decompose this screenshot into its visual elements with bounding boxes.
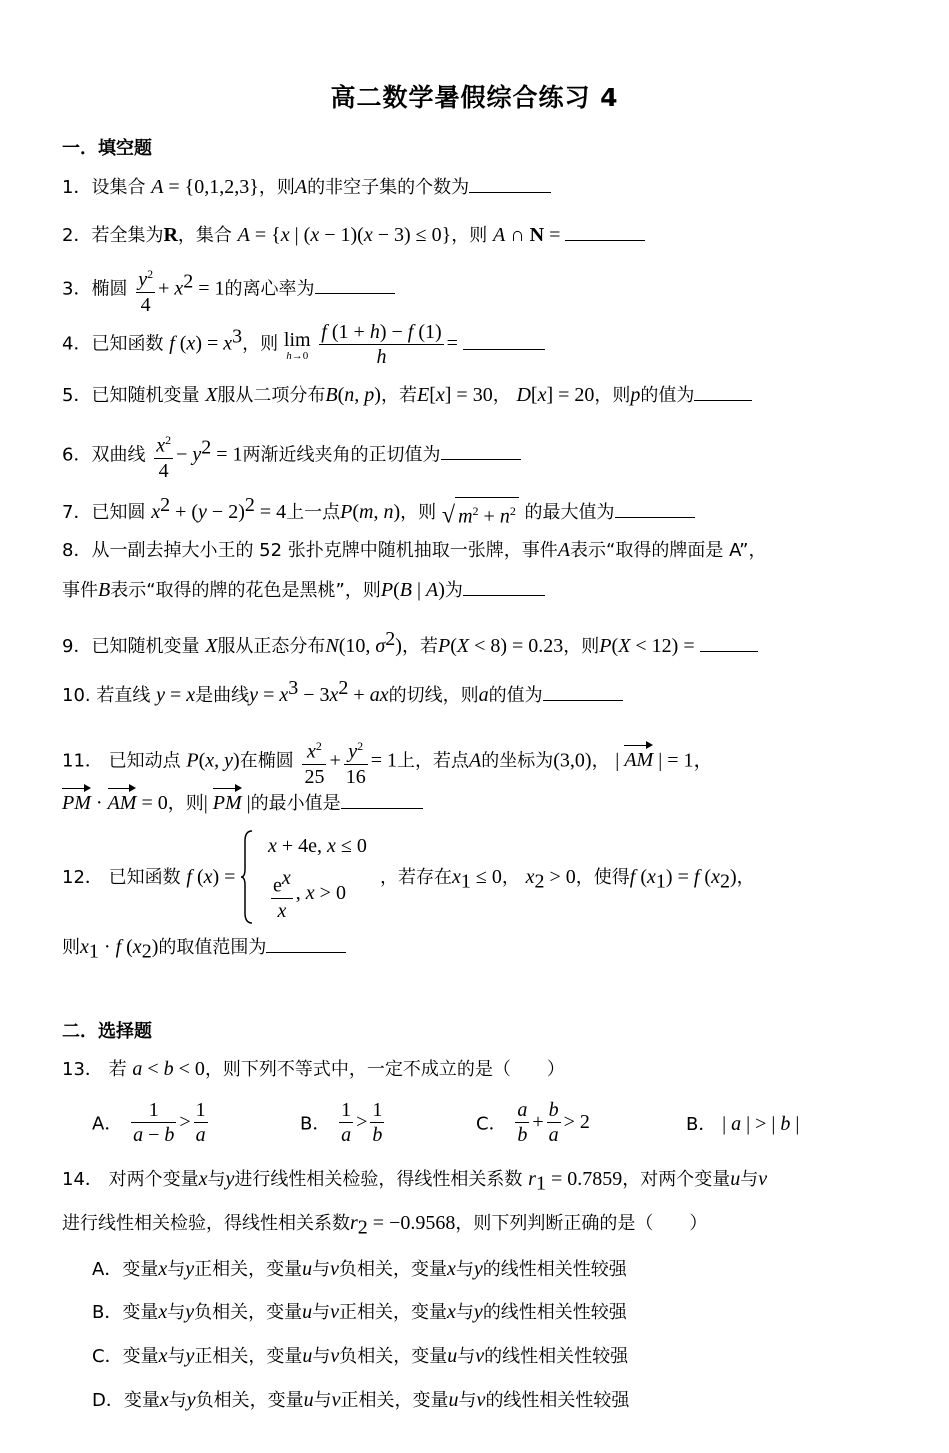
question-2: 2．若全集为R，集合 A = {x | (x − 1)(x − 3) ≤ 0}，则 A ∩ N = bbox=[62, 222, 645, 249]
answer-blank[interactable] bbox=[694, 382, 752, 401]
question-4: 4．已知函数 f $(x) = x^3$，则 lim h→0 $\frac{f (1 + h) - f (1)}{h}$ = bbox=[62, 320, 545, 369]
question-9: 9．已知随机变量 X服从正态分布N(10, $\sigma^2$)，若P(X < 8) = 0.23，则P(X < 12) = bbox=[62, 626, 758, 660]
question-12-cont: 则$x_1 \cdot f$ $(x_2)$的取值范围为 bbox=[62, 934, 346, 965]
question-5: 5．已知随机变量 X服从二项分布B(n, p)，若E[x] = 30， D[x] = 20，则p的值为 bbox=[62, 382, 752, 409]
answer-blank[interactable] bbox=[615, 499, 695, 518]
question-6: 6．双曲线 $\frac{x^2}{4}$ − $y^2 = 1$两渐近线夹角的正切值为 bbox=[62, 428, 521, 483]
piecewise-function bbox=[240, 865, 256, 891]
piece-2: $\frac{e^x}{x}$ , x > 0 bbox=[273, 867, 346, 922]
answer-blank[interactable] bbox=[700, 633, 758, 652]
answer-blank[interactable] bbox=[341, 790, 423, 809]
option-c[interactable]: C． $\frac{a}{b}$ + $\frac{b}{a}$ > 2 bbox=[476, 1099, 590, 1146]
answer-blank[interactable] bbox=[469, 174, 551, 193]
answer-blank[interactable] bbox=[463, 331, 545, 350]
question-12: 12． 已知函数 f (x) = bbox=[62, 864, 256, 891]
answer-blank[interactable] bbox=[315, 275, 395, 294]
question-10: 10. 若直线 y = x是曲线$y = x^3 - 3x^2$ + ax的切线，则a的值为 bbox=[62, 675, 623, 709]
q14-option-c[interactable]: C．变量x与y正相关，变量u与v负相关，变量u与v的线性相关性较强 bbox=[92, 1345, 629, 1367]
page-title: 高二数学暑假综合练习 4 bbox=[330, 83, 619, 112]
question-11: 11． 已知动点 P(x, y)在椭圆 $\frac{x^2}{25}$ + $\frac{y^2}{16}$ = 1上，若点A的坐标为(3,0)， | AM | = 1， bbox=[62, 734, 714, 789]
question-7: 7．已知圆 $x^2 + (y - 2)^2 = 4$上一点P(m, n)，则 √ $m^2 + n^2$ 的最大值为 bbox=[62, 492, 695, 529]
answer-blank[interactable] bbox=[565, 222, 645, 241]
answer-blank[interactable] bbox=[463, 577, 545, 596]
question-12-cond: ，若存在$x_1 \le 0$， $x_2 > 0$，使得f $(x_1) = f$ $(x_2)$， bbox=[380, 866, 755, 893]
question-13: 13． 若 a < b < 0，则下列不等式中，一定不成立的是（ ） bbox=[62, 1058, 565, 1080]
answer-blank[interactable] bbox=[441, 441, 521, 460]
piece-1: x + 4e, x ≤ 0 bbox=[268, 835, 367, 857]
answer-blank[interactable] bbox=[266, 934, 346, 953]
section-choice: 二．选择题 bbox=[62, 1021, 152, 1042]
option-a[interactable]: A． $\frac{1}{a - b}$ > $\frac{1}{a}$ bbox=[92, 1099, 206, 1146]
question-8: 8．从一副去掉大小王的 52 张扑克牌中随机抽取一张牌，事件A表示“取得的牌面是 A”， bbox=[62, 539, 767, 561]
question-1: 1．设集合 A = {0,1,2,3}，则A的非空子集的个数为 bbox=[62, 174, 551, 201]
question-3: 3．椭圆 $\frac{y^2}{4}$ + $x^2 = 1$的离心率为 bbox=[62, 262, 395, 317]
answer-blank[interactable] bbox=[543, 682, 623, 701]
question-14-cont: 进行线性相关检验，得线性相关系数$r_2 = -0.9568$，则下列判断正确的是（ ） bbox=[62, 1212, 708, 1239]
option-b[interactable]: B． $\frac{1}{a}$ > $\frac{1}{b}$ bbox=[300, 1099, 383, 1146]
q14-option-b[interactable]: B．变量x与y负相关，变量u与v正相关，变量x与y的线性相关性较强 bbox=[92, 1301, 627, 1323]
option-d[interactable]: B． | a | > | b | bbox=[686, 1113, 800, 1135]
q14-option-d[interactable]: D．变量x与y负相关，变量u与v正相关，变量u与v的线性相关性较强 bbox=[92, 1389, 630, 1411]
question-11-cont: PM · AM = 0，则| PM |的最小值是 bbox=[62, 790, 423, 817]
question-8-cont: 事件B表示“取得的牌的花色是黑桃”，则P(B | A)为 bbox=[62, 577, 545, 604]
section-fill-in: 一．填空题 bbox=[62, 138, 152, 159]
brace-icon bbox=[240, 829, 254, 925]
q14-option-a[interactable]: A．变量x与y正相关，变量u与v负相关，变量x与y的线性相关性较强 bbox=[92, 1258, 627, 1280]
question-14: 14． 对两个变量x与y进行线性相关检验，得线性相关系数 $r_1 = 0.7859$，对两个变量u与v bbox=[62, 1168, 768, 1195]
